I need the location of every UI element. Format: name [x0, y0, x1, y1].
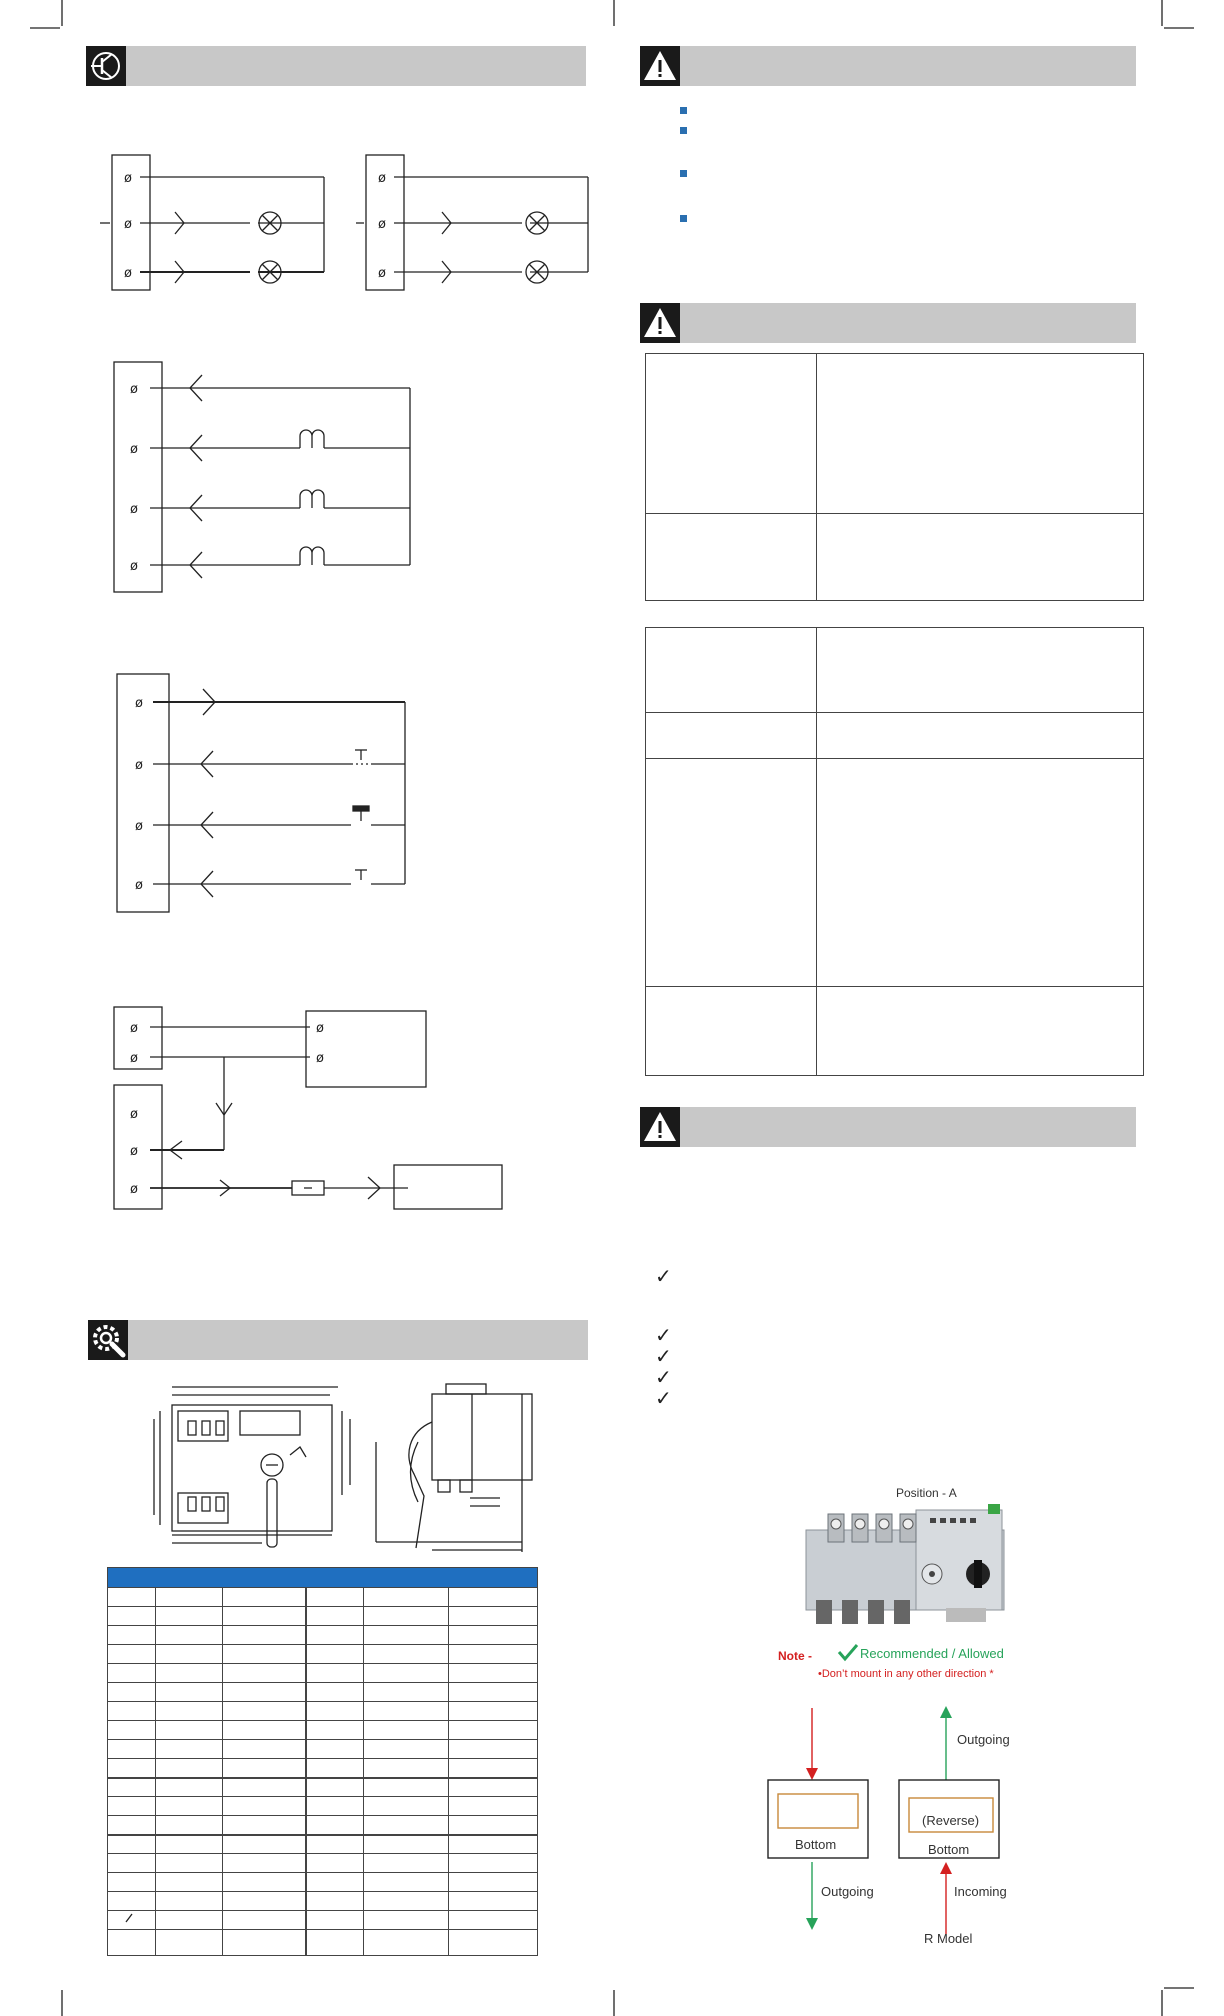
svg-text:ø: ø — [130, 559, 138, 574]
svg-text:ø: ø — [124, 217, 132, 232]
dimension-drawing-front — [150, 1385, 370, 1555]
orientation-diagram — [760, 1700, 1060, 1950]
bullet-marker — [680, 170, 687, 177]
check-icon: ✓ — [655, 1344, 672, 1368]
svg-text:ø: ø — [130, 1144, 138, 1159]
outgoing-bottom-label: Outgoing — [821, 1884, 874, 1899]
svg-text:ø: ø — [135, 696, 143, 711]
svg-text:ø: ø — [124, 171, 132, 186]
section-header-caution — [640, 46, 1136, 86]
svg-text:ø: ø — [124, 266, 132, 281]
incoming-label: Incoming — [954, 1884, 1007, 1899]
section-header-mounting — [640, 1107, 1136, 1147]
position-label: Position - A — [896, 1486, 957, 1500]
section-header-troubleshooting — [640, 303, 1136, 343]
pushbutton-circuit-diagram — [115, 672, 435, 922]
recommended-label: Recommended / Allowed — [860, 1646, 1004, 1661]
troubleshooting-table-1 — [645, 353, 1144, 601]
bullet-marker — [680, 127, 687, 134]
lamp-circuit-diagram — [100, 150, 620, 290]
bottom-label-right: Bottom — [928, 1842, 970, 1857]
bullet-marker — [680, 107, 687, 114]
check-icon: ✓ — [655, 1323, 672, 1347]
bullet-marker — [680, 215, 687, 222]
svg-text:ø: ø — [378, 171, 386, 186]
warning-icon — [640, 303, 680, 343]
module-fuse-diagram — [112, 1005, 532, 1215]
svg-text:ø: ø — [130, 1182, 138, 1197]
reverse-label: (Reverse) — [922, 1813, 980, 1828]
bottom-label-left: Bottom — [795, 1837, 837, 1852]
svg-text:ø: ø — [130, 1107, 138, 1122]
note-label: Note - — [778, 1649, 812, 1663]
troubleshooting-table-2 — [645, 627, 1144, 1076]
check-icon: ✓ — [655, 1264, 672, 1288]
svg-text:ø: ø — [130, 1021, 138, 1036]
model-label: R Model — [924, 1931, 973, 1946]
coil-circuit-diagram — [110, 360, 440, 600]
svg-text:ø: ø — [130, 1051, 138, 1066]
spec-table-header — [108, 1568, 537, 1587]
svg-text:ø: ø — [135, 758, 143, 773]
warning-icon — [640, 1107, 680, 1147]
svg-text:ø: ø — [378, 266, 386, 281]
section-header-wiring — [86, 46, 586, 86]
warning-icon — [640, 46, 680, 86]
svg-text:ø: ø — [135, 819, 143, 834]
check-icon: ✓ — [655, 1365, 672, 1389]
svg-text:ø: ø — [378, 217, 386, 232]
svg-text:ø: ø — [316, 1021, 324, 1036]
dimension-drawing-side — [372, 1382, 552, 1552]
spec-table — [107, 1567, 538, 1956]
svg-text:ø: ø — [135, 878, 143, 893]
svg-text:ø: ø — [130, 442, 138, 457]
transistor-icon — [86, 46, 126, 86]
svg-text:ø: ø — [130, 382, 138, 397]
outgoing-top-label: Outgoing — [957, 1732, 1010, 1747]
mounting-warning-text: •Don’t mount in any other direction * — [818, 1668, 994, 1680]
transfer-switch-photo — [806, 1500, 1006, 1630]
check-icon — [837, 1643, 859, 1661]
check-icon: ✓ — [655, 1386, 672, 1410]
section-header-installation — [88, 1320, 588, 1360]
svg-text:ø: ø — [130, 502, 138, 517]
settings-wrench-icon — [88, 1320, 128, 1360]
svg-text:ø: ø — [316, 1051, 324, 1066]
